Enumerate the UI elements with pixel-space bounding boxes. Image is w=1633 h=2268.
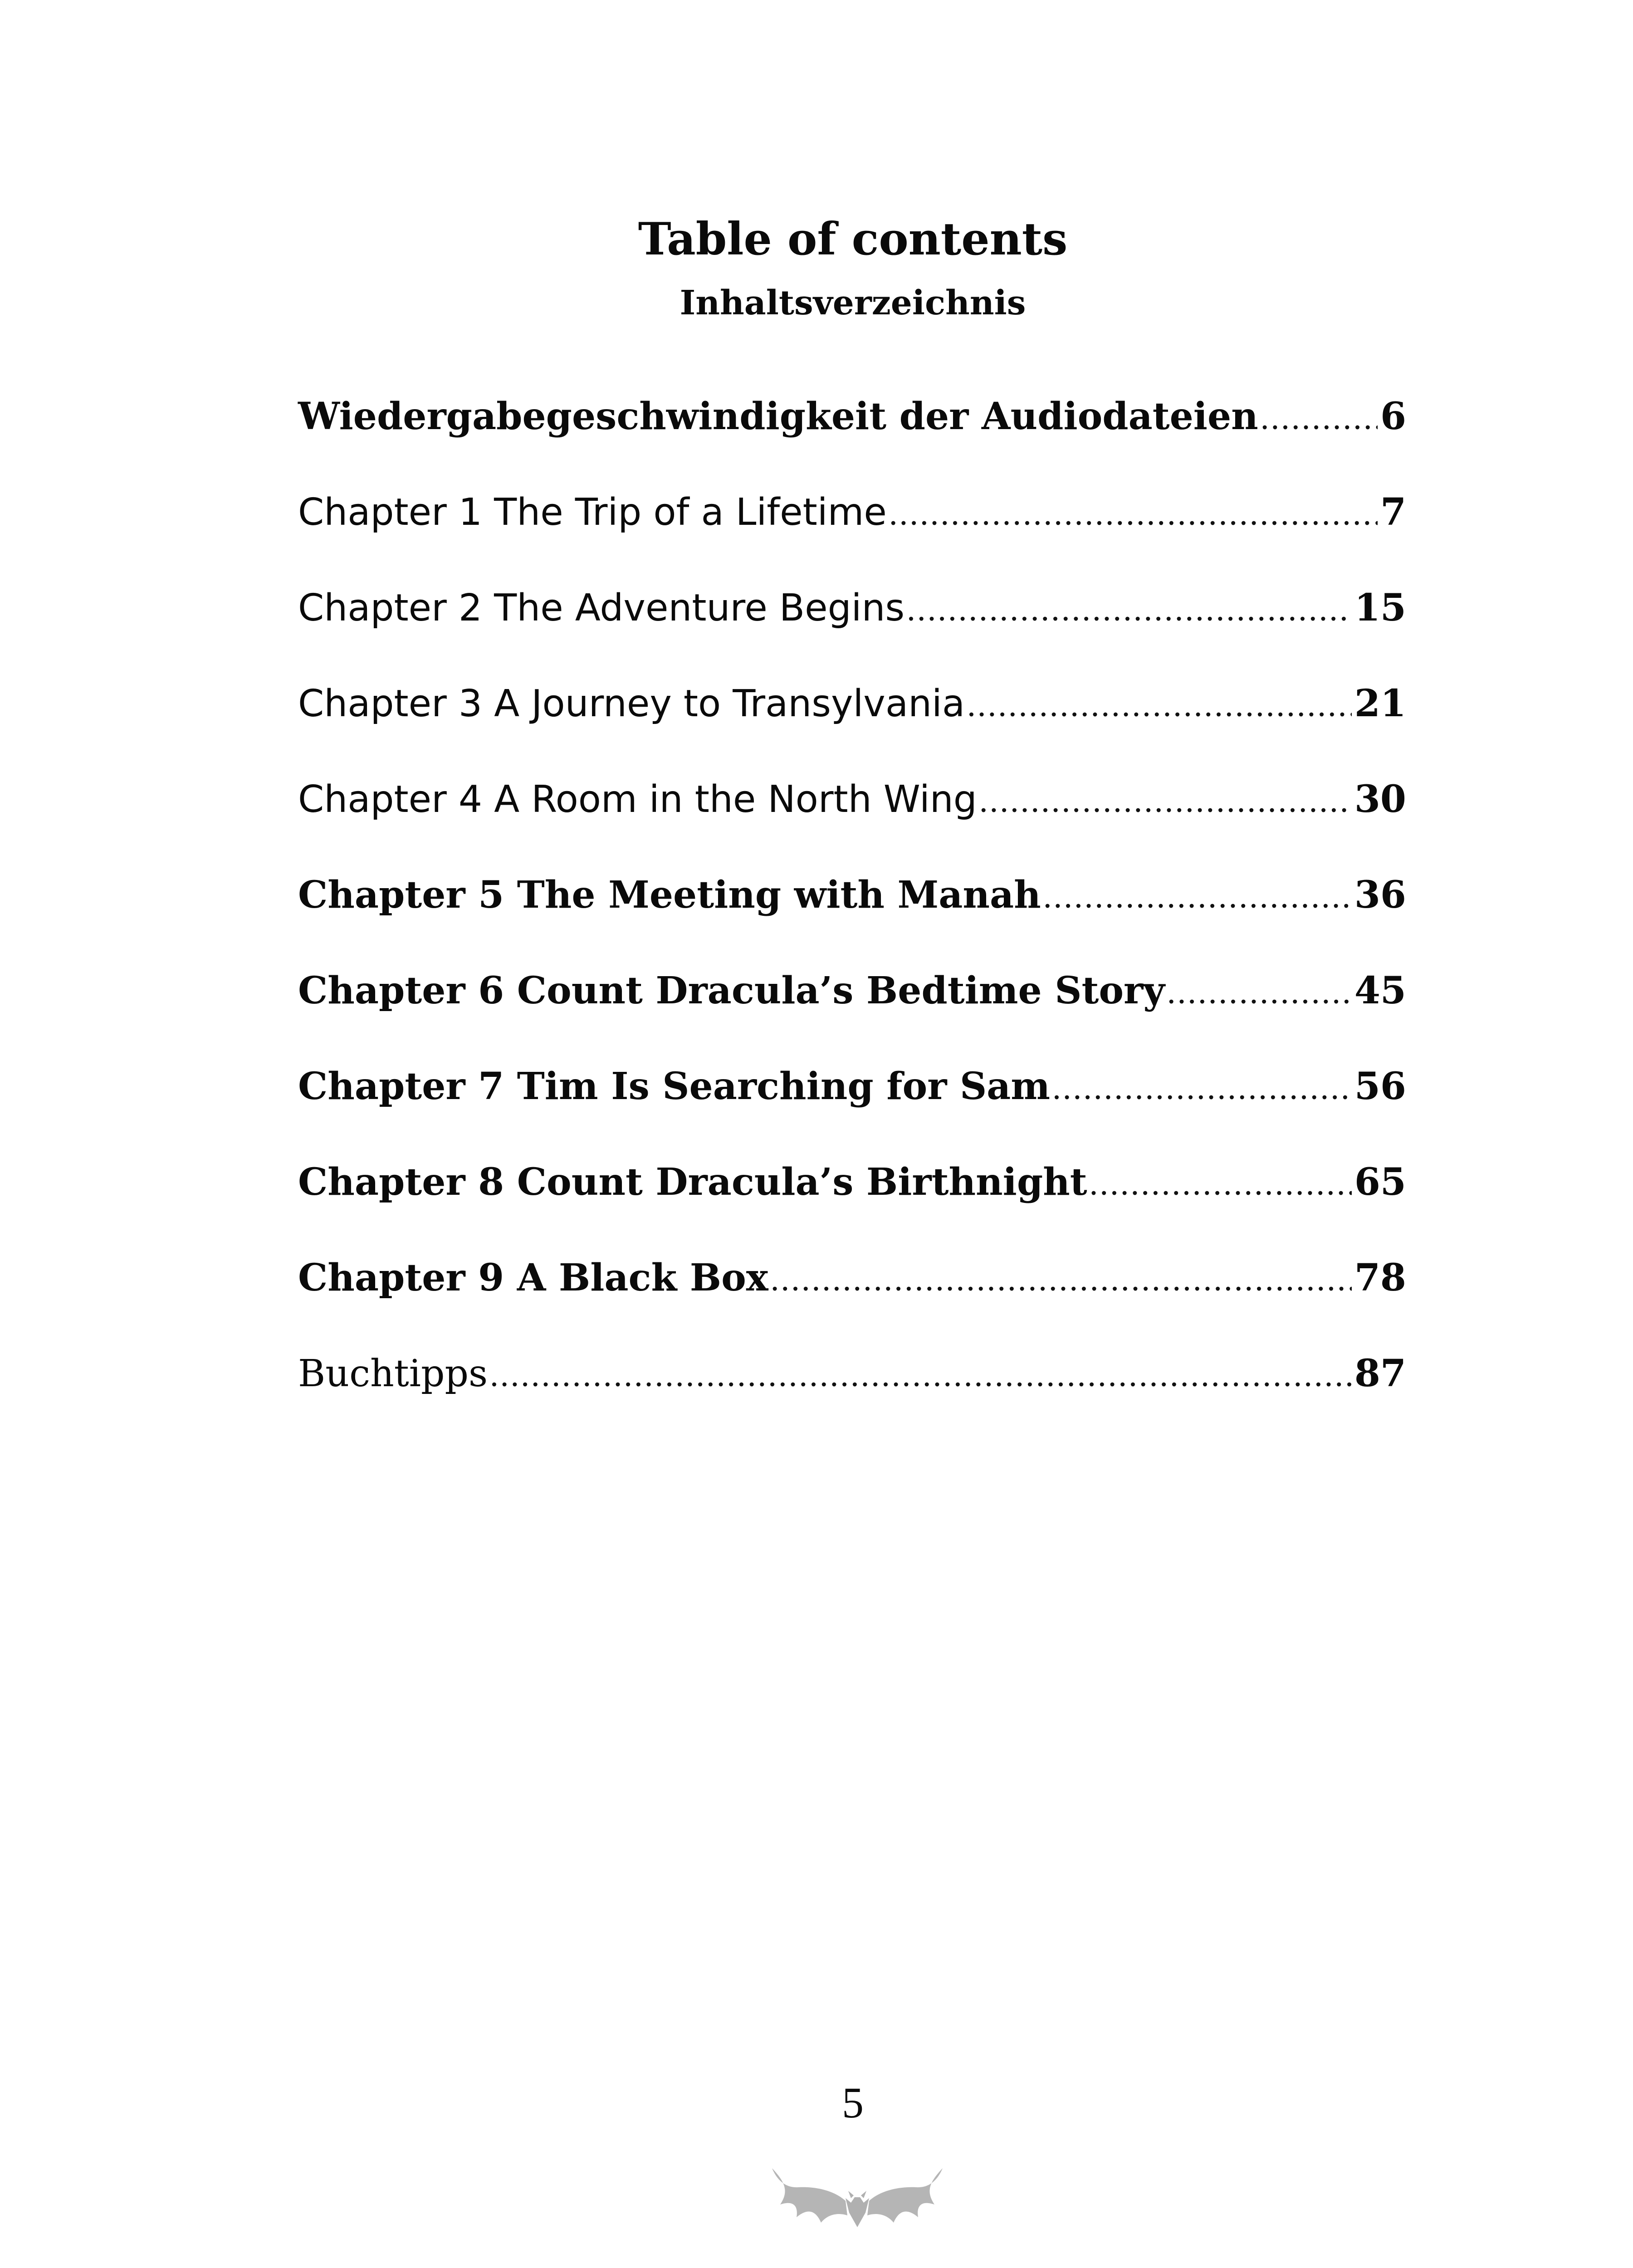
toc-entry-page: 21 [1354, 682, 1406, 725]
toc-leader-dots [1044, 888, 1352, 913]
toc-entry-page: 7 [1380, 490, 1406, 534]
toc-entry-label: Chapter 9 A Black Box [298, 1256, 768, 1300]
toc-entry-page: 36 [1354, 873, 1406, 917]
toc-entry-label: Chapter 2 The Adventure Begins [298, 587, 905, 630]
toc-entry-label: Chapter 3 A Journey to Transylvania [298, 682, 965, 725]
toc-entry-chapter-5[interactable] [298, 873, 1406, 969]
page-title: Table of contents [638, 213, 1068, 265]
toc-leader-dots [1168, 983, 1352, 1009]
toc-leader-dots [890, 505, 1378, 530]
toc-entry-page: 30 [1354, 777, 1406, 821]
toc-entry-page: 45 [1354, 969, 1406, 1012]
page-number: 5 [842, 2078, 864, 2127]
toc-entry-page: 87 [1354, 1352, 1406, 1395]
bat-icon [771, 2159, 944, 2245]
toc-leader-dots [490, 1366, 1352, 1392]
toc-entry-label: Buchtipps [298, 1352, 488, 1395]
toc-entry-chapter-6[interactable] [298, 969, 1406, 1065]
toc-leader-dots [771, 1271, 1352, 1296]
page-subtitle: Inhaltsverzeichnis [680, 284, 1026, 323]
toc-leader-dots [1090, 1175, 1352, 1200]
toc-leader-dots [980, 792, 1352, 817]
toc-entry-label: Chapter 8 Count Dracula’s Birthnight [298, 1160, 1087, 1204]
toc-entry-buchtipps[interactable] [298, 1352, 1406, 1447]
toc-entry-label: Chapter 4 A Room in the North Wing [298, 778, 977, 821]
toc-entry-chapter-3[interactable] [298, 682, 1406, 777]
table-of-contents [298, 395, 1406, 1447]
toc-entry-chapter-9[interactable] [298, 1256, 1406, 1352]
toc-entry-label: Chapter 1 The Trip of a Lifetime [298, 491, 887, 534]
toc-entry-page: 6 [1380, 395, 1406, 438]
toc-leader-dots [1261, 409, 1378, 435]
toc-entry-page: 78 [1354, 1256, 1406, 1300]
toc-entry-label: Chapter 6 Count Dracula’s Bedtime Story [298, 969, 1165, 1012]
toc-entry-audio-speed[interactable] [298, 395, 1406, 490]
toc-entry-chapter-2[interactable] [298, 586, 1406, 682]
toc-entry-page: 56 [1354, 1065, 1406, 1108]
toc-entry-chapter-4[interactable] [298, 777, 1406, 873]
toc-entry-chapter-7[interactable] [298, 1065, 1406, 1160]
toc-entry-label: Chapter 5 The Meeting with Manah [298, 873, 1041, 917]
toc-entry-chapter-8[interactable] [298, 1160, 1406, 1256]
toc-entry-label: Wiedergabegeschwindigkeit der Audiodateien [298, 395, 1258, 438]
toc-leader-dots [1053, 1079, 1352, 1105]
toc-entry-page: 15 [1354, 586, 1406, 630]
toc-entry-chapter-1[interactable] [298, 490, 1406, 586]
toc-entry-page: 65 [1354, 1160, 1406, 1204]
toc-leader-dots [968, 696, 1352, 722]
toc-entry-label: Chapter 7 Tim Is Searching for Sam [298, 1065, 1051, 1108]
toc-leader-dots [907, 601, 1352, 626]
